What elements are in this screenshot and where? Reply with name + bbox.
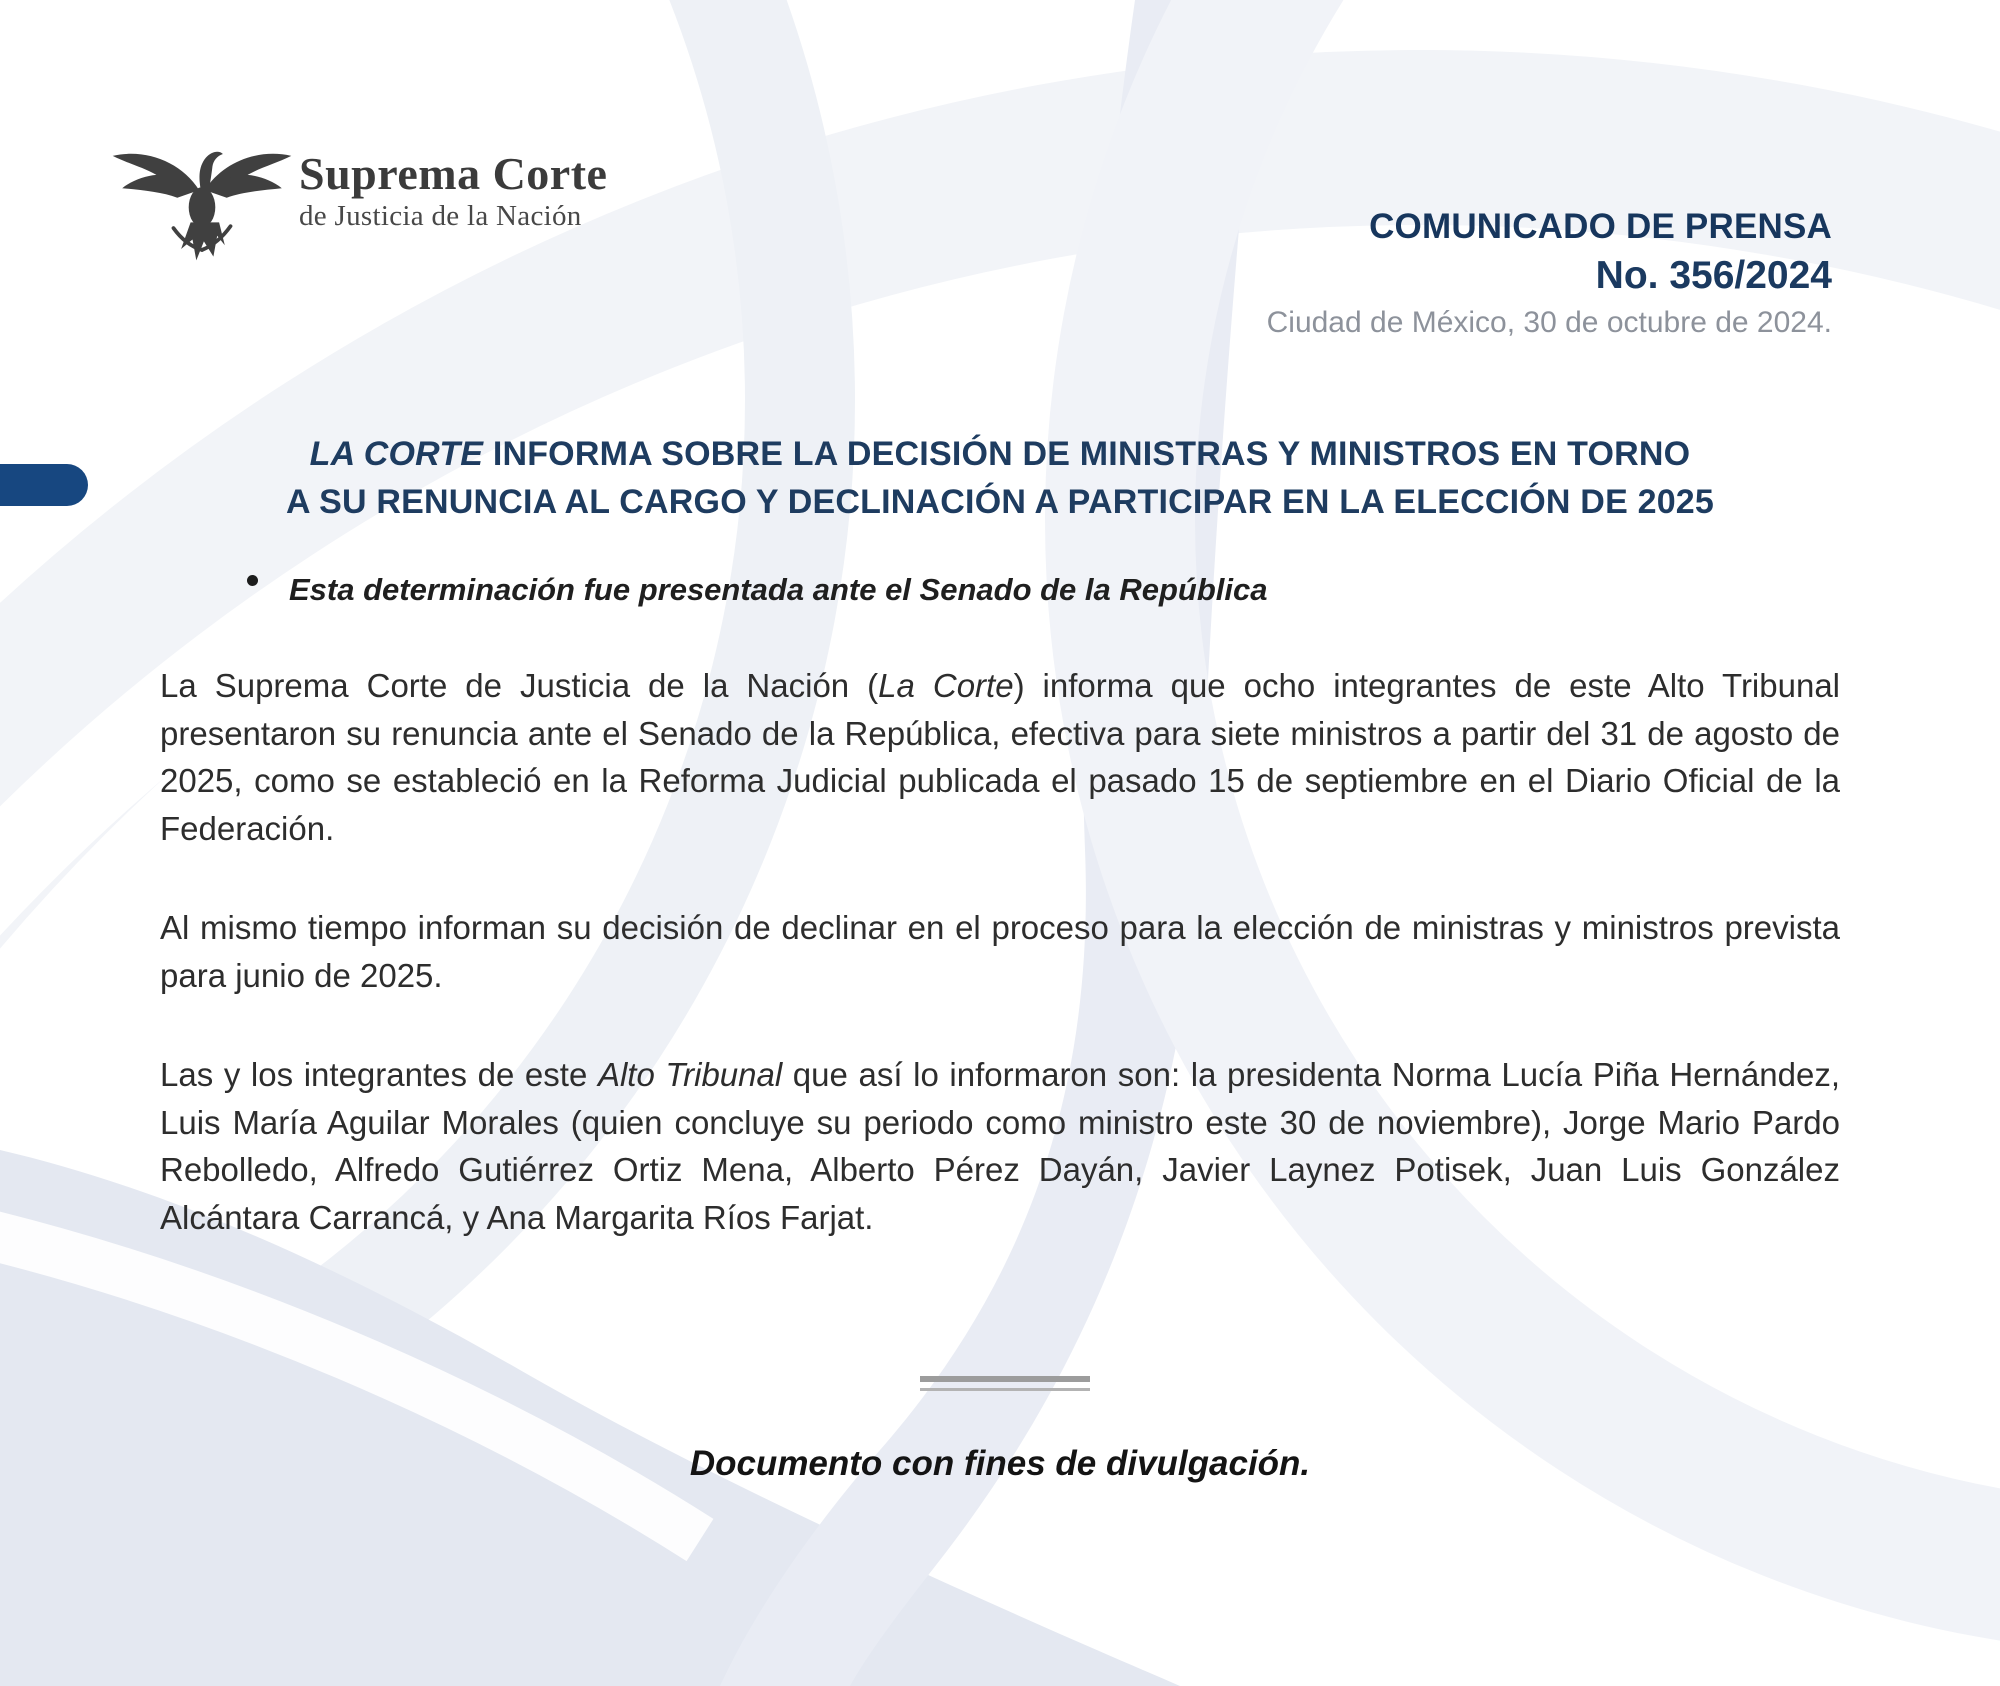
paragraph-3 [160,1051,1840,1241]
paragraph-1-run2: ) informa que ocho integrantes de este Alto Tribunal presentaron su renuncia ante el Senado de la República, efectiva para siete ministros a partir del 31 de agosto de 2025, como se estableció en la Reforma Judicial publicada el pasado 15 de septiembre en el Diario Oficial de la Federación. [160,667,1841,847]
masthead [1267,206,1832,342]
headline-line1-italic: LA CORTE [309,435,484,473]
headline-line2: A SU RENUNCIA AL CARGO Y DECLINACIÓN A PARTICIPAR EN LA ELECCIÓN DE 2025 [285,483,1715,521]
headline-line1 [310,435,1691,473]
paragraph-3-run2: que así lo informaron son: la presidenta Norma Lucía Piña Hernández, Luis María Aguilar Morales (quien concluye su periodo como ministro este 30 de noviembre), Jorge Mario Pardo Rebolledo, Alfredo Gutiérrez Ortiz Mena, Alberto Pérez Dayán, Javier Laynez Potisek, Juan Luis González Alcántara Carrancá, y Ana Margarita Ríos Farjat. [160,1056,1840,1236]
divider-line-top [920,1376,1090,1382]
bullet-item [247,570,1747,610]
eagle-emblem-icon [104,116,300,268]
paragraph-3-italic: Alto Tribunal [597,1056,783,1093]
doc-type-label: COMUNICADO DE PRENSA [1369,207,1832,246]
headline [100,430,1900,526]
paragraph-1-run1: La Suprema Corte de Justicia de la Nación ( [160,667,879,704]
section-divider [920,1376,1090,1391]
dateline: Ciudad de México, 30 de octubre de 2024. [1266,306,1832,339]
logo [299,150,607,234]
left-accent-bar [0,464,88,506]
footer-note: Documento con fines de divulgación. [689,1444,1311,1483]
paragraph-1-italic: La Corte [878,667,1014,704]
bullet-text: Esta determinación fue presentada ante el Senado de la República [289,572,1268,607]
paragraph-3-run1: Las y los integrantes de este [160,1056,598,1093]
headline-line1-rest: INFORMA SOBRE LA DECISIÓN DE MINISTRAS Y MINISTROS EN TORNO [483,435,1691,473]
bullet-icon [247,575,258,586]
divider-line-bottom [920,1388,1090,1391]
paragraph-2: Al mismo tiempo informan su decisión de declinar en el proceso para la elección de ministras y ministros prevista para junio de 2025. [160,909,1840,994]
logo-org-name: Suprema Corte [299,148,608,199]
doc-number: No. 356/2024 [1595,254,1832,297]
logo-org-subtitle: de Justicia de la Nación [299,200,582,232]
paragraph-1 [160,662,1840,852]
body-text [160,662,1840,1293]
